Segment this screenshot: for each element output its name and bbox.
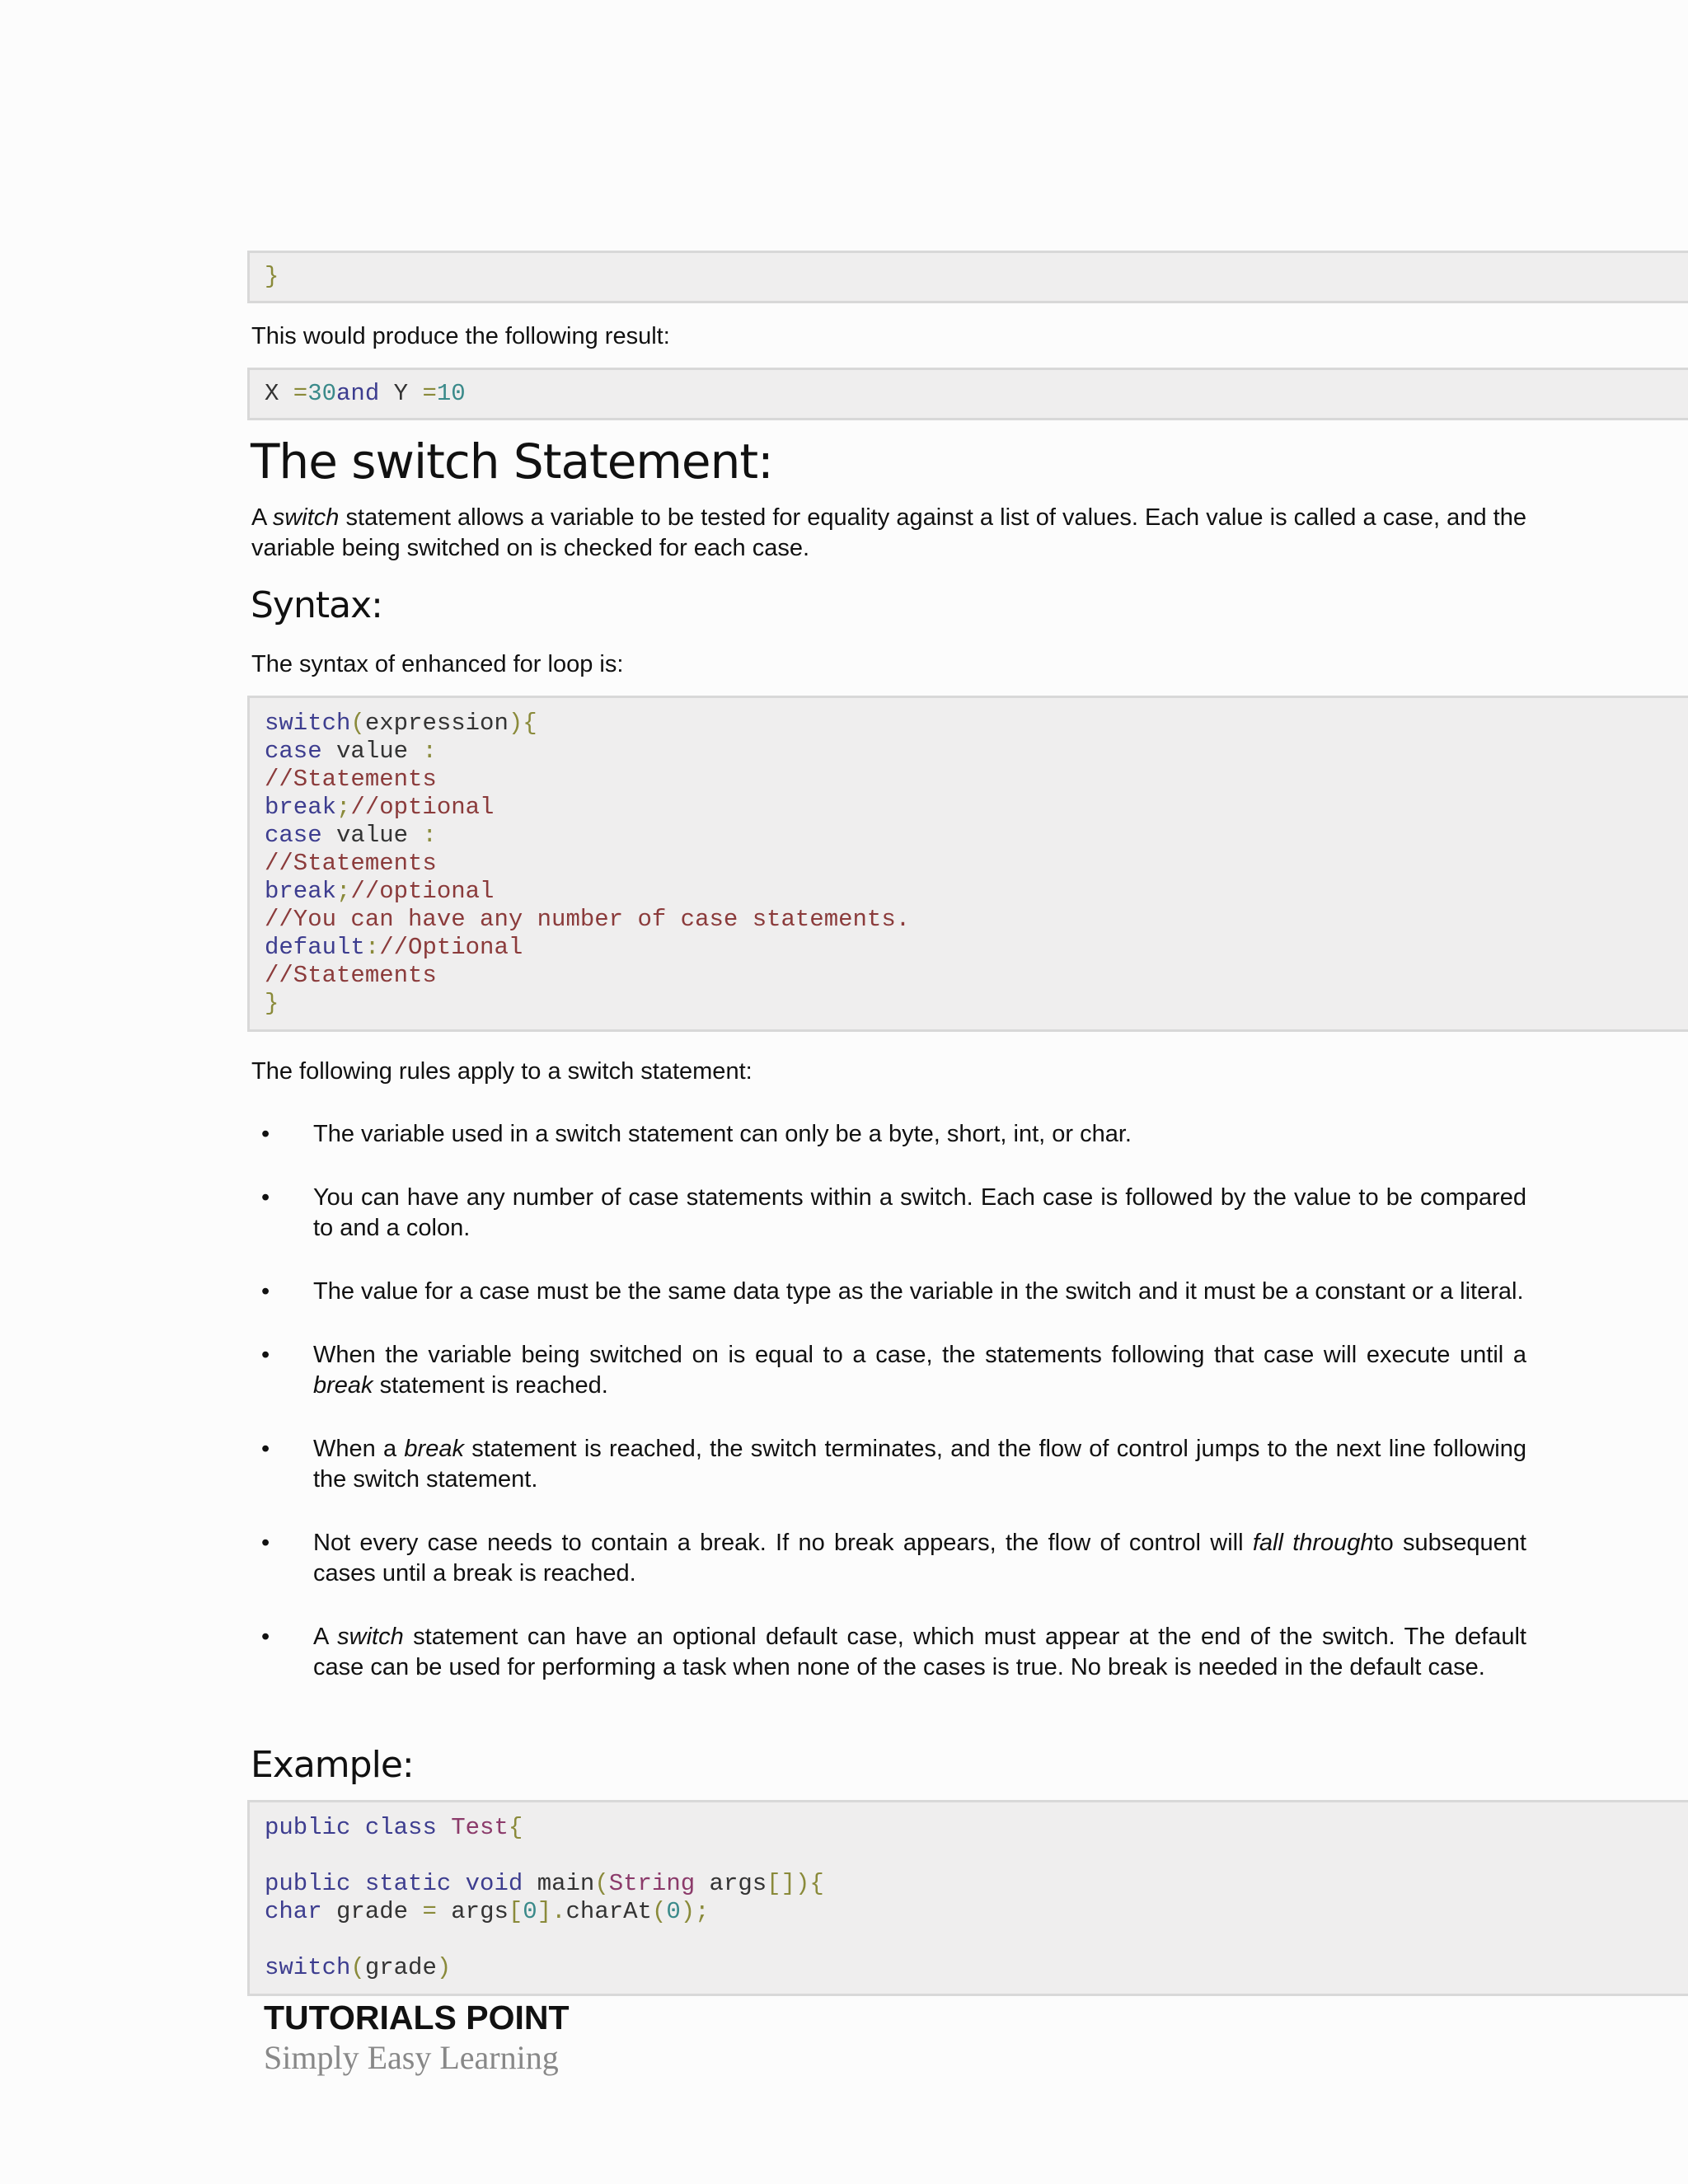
code-line [265,990,1688,1018]
code-token: public [265,1870,351,1897]
bullet-icon: • [261,1624,270,1650]
rules-list [251,1119,1526,1683]
rule-text: The variable used in a switch statement can only be a byte, short, int, or char. [313,1121,1132,1147]
list-item [251,1528,1526,1589]
code-token: String [608,1870,696,1897]
rule-text: Not every case needs to contain a break. If no break appears, the flow of control will [313,1530,1253,1556]
rule-text: statement is reached. [373,1372,608,1399]
bullet-icon: • [261,1121,270,1147]
code-token: //Statements [265,962,437,989]
code-token: //optional [350,878,495,905]
code-token: case [265,738,322,765]
code-token: ( [350,1954,365,1981]
code-token: //You can have any number of case statements. [265,906,911,933]
code-line [265,738,1688,766]
code-token: switch [265,1954,351,1981]
code-line [265,766,1688,794]
code-token: void [465,1870,523,1897]
code-token: //Optional [379,934,523,961]
intro-text: A [251,504,273,531]
code-token: ) [680,1898,696,1925]
result-code-block [247,368,1688,420]
code-token: } [265,990,279,1017]
code-token: switch [265,710,351,737]
rule-emphasis: switch [337,1624,404,1650]
rule-text: The value for a case must be the same data type as the variable in the switch and it must be a constant or a literal. [313,1278,1524,1305]
code-token: Y [379,380,409,407]
code-line [265,822,1688,850]
list-item [251,1119,1526,1150]
list-item [251,1622,1526,1683]
code-token: break [265,878,337,905]
list-item [251,1434,1526,1495]
rule-text: You can have any number of case statements within a switch. Each case is followed by the value to be compared to and a colon. [313,1184,1526,1241]
code-token: //optional [350,794,495,821]
code-token: 30 [307,380,337,407]
code-token: ) [436,1954,452,1981]
code-token: ( [594,1870,609,1897]
code-token: ; [336,878,351,905]
rule-emphasis: break [404,1436,464,1462]
bullet-icon: • [261,1278,270,1305]
list-item [251,1340,1526,1401]
code-token: { [809,1870,824,1897]
code-token: value [321,738,423,765]
footer-tagline: Simply Easy Learning [264,2039,559,2076]
bullet-icon: • [261,1530,270,1556]
code-token: public [265,1814,351,1841]
code-token: 0 [666,1898,681,1925]
code-token: args [709,1870,767,1897]
code-token: grade [364,1954,437,1981]
rule-text: statement can have an optional default case, which must appear at the end of the switch. The default case can be used for performing a task when none of the cases is true. No break is needed in the default case. [313,1624,1526,1680]
code-line-blank [265,1926,1688,1954]
code-token: expression [364,710,509,737]
code-token: ; [695,1898,710,1925]
code-token: [] [767,1870,795,1897]
code-token: : [422,822,437,849]
code-closing-brace: } [265,263,279,290]
code-line [265,962,1688,990]
code-token: case [265,822,322,849]
code-line [265,1870,1688,1898]
code-token: 10 [436,380,466,407]
code-token: value [321,822,423,849]
syntax-title: Syntax: [251,584,382,626]
footer-brand-logo: TUTORIALS POINT [264,1999,570,2036]
list-item [251,1183,1526,1244]
code-token: . [551,1898,566,1925]
code-token: main [537,1870,595,1897]
bullet-icon: • [261,1342,270,1368]
intro-emphasis: switch [272,504,340,531]
rule-emphasis: fall through [1252,1530,1374,1556]
list-item [251,1277,1526,1307]
code-token: = [279,380,308,407]
code-line [265,850,1688,878]
code-token: //Statements [265,850,437,877]
code-token: static [364,1870,452,1897]
code-line: char grade = args[0].charAt(0); [265,1898,710,1925]
result-intro: This would produce the following result: [251,323,670,349]
code-token: { [508,1814,523,1841]
code-block-end [247,251,1688,303]
code-token: default [265,934,365,961]
code-token: break [265,794,337,821]
rule-text: to subsequent cases until a break is reached. [313,1530,1526,1586]
rules-intro: The following rules apply to a switch statement: [251,1058,753,1085]
rule-text: A [313,1624,338,1650]
code-line [265,934,1688,962]
code-token: : [364,934,380,961]
rule-text: When the variable being switched on is equal to a case, the statements following that case will execute until a [313,1342,1526,1368]
code-line [265,878,1688,906]
bullet-icon: • [261,1184,270,1211]
code-line: switch(expression){ [265,710,537,737]
example-title: Example: [251,1744,414,1786]
code-token: char [265,1898,322,1925]
rule-text: statement is reached, the switch terminates, and the flow of control jumps to the next line following the switch statement. [313,1436,1526,1493]
code-token: ( [651,1898,667,1925]
code-token: class [364,1814,437,1841]
code-token: : [422,738,437,765]
code-line-blank [265,1842,1688,1870]
code-line [265,1814,1688,1842]
code-token: args [451,1898,509,1925]
code-token: ; [336,794,351,821]
code-line [265,794,1688,822]
code-token: //Statements [265,766,437,793]
code-line [265,1954,1688,1982]
code-token: X [265,380,279,407]
code-token: grade [336,1898,409,1925]
rule-emphasis: break [313,1372,373,1399]
rule-text: When a [313,1436,405,1462]
code-token: = [408,380,437,407]
code-line [265,906,1688,934]
code-token: Test [451,1814,509,1841]
syntax-code-block [247,696,1688,1032]
code-token: charAt [565,1898,652,1925]
syntax-intro: The syntax of enhanced for loop is: [251,651,624,677]
code-token: ) [795,1870,810,1897]
intro-text: statement allows a variable to be tested for equality against a list of values. Each value is called a case, and the variable being switched on is checked for each case. [251,504,1526,561]
example-code-block [247,1800,1688,1996]
code-token: and [336,380,380,407]
code-token: = [422,1898,437,1925]
section-title: The switch Statement: [251,434,773,490]
intro-paragraph [251,503,1526,564]
code-token: 0 [523,1898,537,1925]
bullet-icon: • [261,1436,270,1462]
